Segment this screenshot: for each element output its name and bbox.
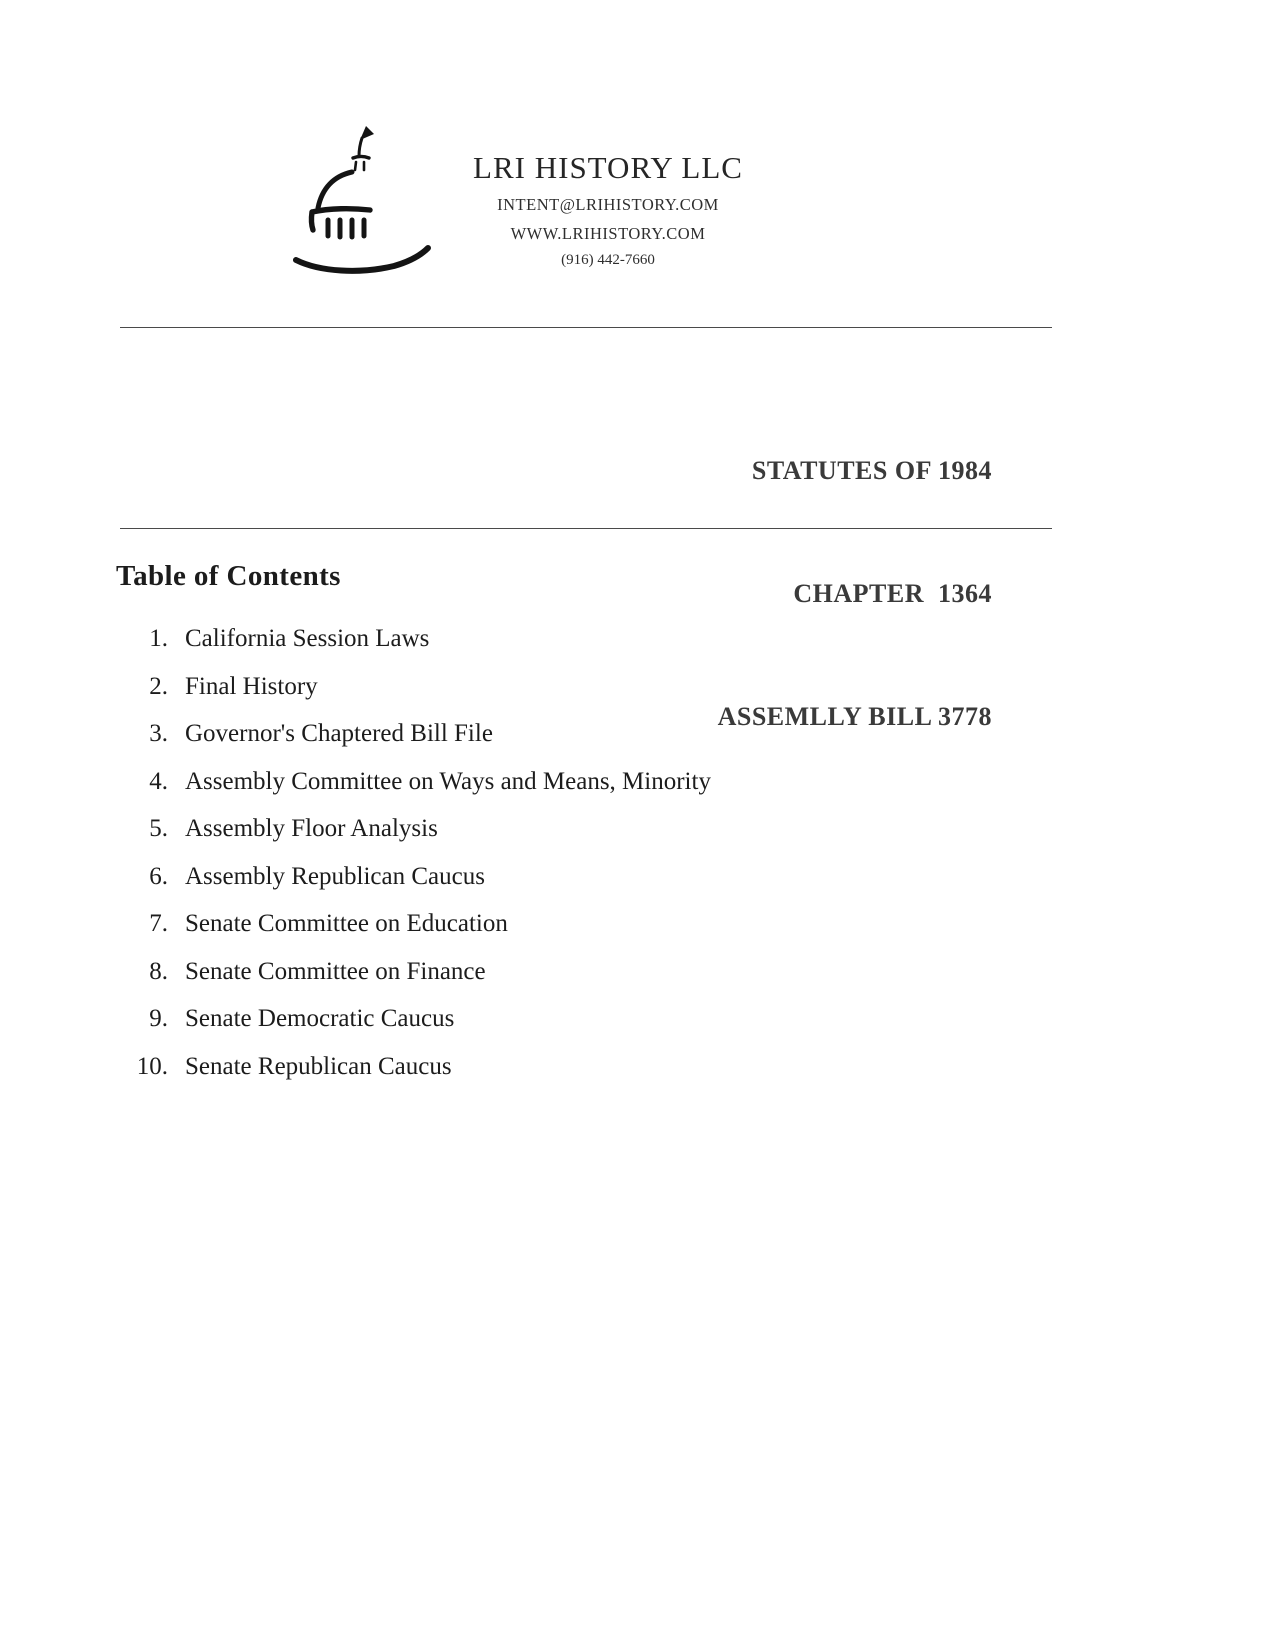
toc-item-number: 9. <box>149 1005 168 1032</box>
toc-item <box>116 625 711 673</box>
toc-item-number: 10. <box>136 1052 168 1080</box>
toc-item <box>116 910 711 958</box>
toc-item-number: 7. <box>149 910 168 937</box>
toc-item-label: California Session Laws <box>185 625 430 652</box>
company-phone: (916) 442-7660 <box>561 252 655 268</box>
toc-item-number: 4. <box>149 767 168 795</box>
toc-item <box>116 1005 711 1053</box>
statute-line-statutes: STATUTES OF 1984 <box>751 456 992 485</box>
toc-item <box>116 815 711 863</box>
toc-item-label: Assembly Republican Caucus <box>185 862 485 890</box>
toc-item-number: 6. <box>149 862 168 890</box>
toc-item-label: Final History <box>185 672 318 700</box>
statute-line-chapter: CHAPTER 1364 <box>793 579 992 608</box>
toc-item-number: 8. <box>149 957 168 985</box>
toc-item <box>116 863 711 911</box>
toc-item-label: Assembly Floor Analysis <box>185 815 438 842</box>
toc-item-number: 1. <box>149 625 168 652</box>
toc-list <box>116 625 711 1100</box>
company-website: WWW.LRIHISTORY.COM <box>510 224 706 243</box>
toc-item-label: Assembly Committee on Ways and Means, Minority <box>185 767 711 795</box>
toc-item-label: Senate Committee on Finance <box>185 957 486 985</box>
contact-block <box>468 150 748 269</box>
capitol-dome-logo-icon <box>290 120 440 280</box>
company-email: INTENT@LRIHISTORY.COM <box>497 195 719 214</box>
divider-top <box>120 327 1052 328</box>
toc-item <box>116 958 711 1006</box>
toc-item-number: 3. <box>149 720 168 747</box>
toc-item-label: Senate Committee on Education <box>185 910 508 937</box>
toc-item-label: Senate Democratic Caucus <box>185 1005 455 1032</box>
toc-item <box>116 673 711 721</box>
statute-line-bill: ASSEMLLY BILL 3778 <box>717 702 992 731</box>
toc-item-label: Governor's Chaptered Bill File <box>185 720 493 747</box>
toc-item <box>116 768 711 816</box>
toc-item-label: Senate Republican Caucus <box>185 1052 452 1080</box>
toc-item-number: 2. <box>149 672 168 700</box>
toc-item-number: 5. <box>149 815 168 842</box>
toc-item <box>116 720 711 768</box>
letterhead <box>290 120 748 280</box>
toc-item <box>116 1053 711 1101</box>
company-name: LRI HISTORY LLC <box>473 150 743 185</box>
toc-heading: Table of Contents <box>116 560 341 592</box>
